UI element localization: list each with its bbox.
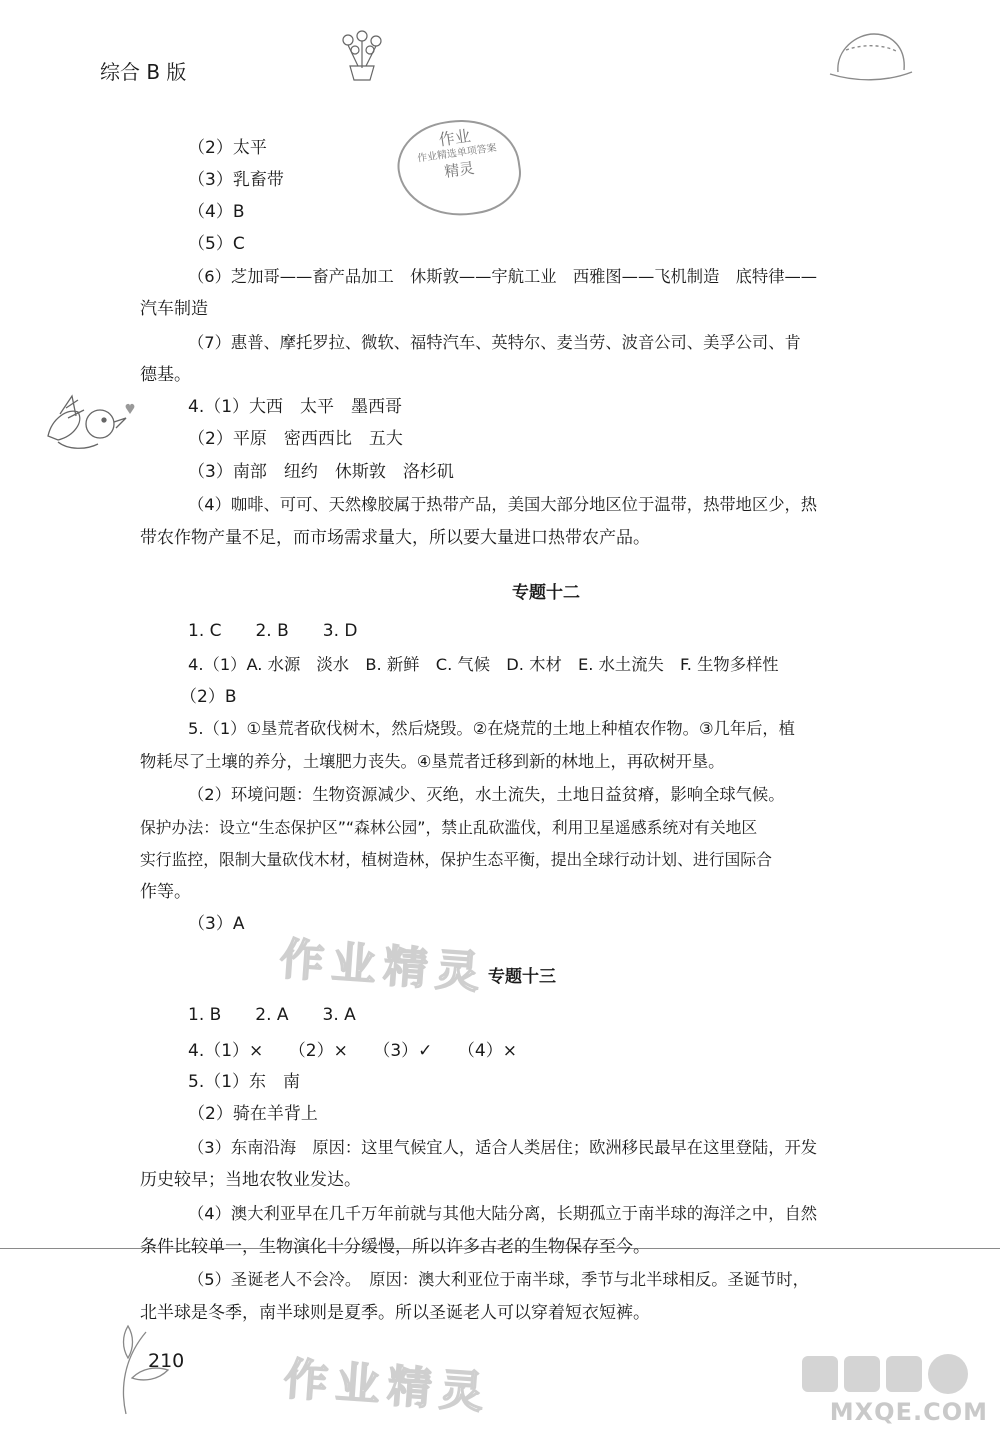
answer-line: 带农作物产量不足，而市场需求量大，所以要大量进口热带农产品。 <box>140 528 650 548</box>
answer-line: （7）惠普、摩托罗拉、微软、福特汽车、英特尔、麦当劳、波音公司、美孚公司、肯 <box>188 333 801 352</box>
hat-illustration <box>826 20 916 90</box>
answer-line: （2）B <box>180 687 237 707</box>
answer-line: 历史较早；当地农牧业发达。 <box>140 1170 361 1190</box>
answer-line: 条件比较单一，生物演化十分缓慢，所以许多古老的生物保存至今。 <box>140 1237 650 1257</box>
answer-line: （4）B <box>188 202 245 222</box>
answer-line: 5.（1）①垦荒者砍伐树木，然后烧毁。②在烧荒的土地上种植农作物。③几年后，植 <box>188 719 795 738</box>
answer-line: 4.（1）A. 水源 淡水 B. 新鲜 C. 气候 D. 木材 E. 水土流失 F. 生物多样性 <box>188 655 779 674</box>
answer-line: 4.（1）× （2）× （3）✓ （4）× <box>188 1041 517 1061</box>
section-title: 专题十三 <box>488 967 556 987</box>
answer-line: （3）乳畜带 <box>188 170 284 190</box>
stamp-line-2: 作业精选单项答案 <box>416 142 498 165</box>
answer-line: （2）环境问题：生物资源减少、灭绝，水土流失，土地日益贫瘠，影响全球气候。 <box>188 785 785 804</box>
answer-line: 1. C 2. B 3. D <box>188 621 358 641</box>
edition-label: 综合 B 版 <box>100 60 187 84</box>
site-logo-text: MXQE.COM <box>829 1398 988 1426</box>
section-title: 专题十二 <box>512 583 580 603</box>
answer-line: 4.（1）大西 太平 墨西哥 <box>188 397 403 417</box>
answer-line: 德基。 <box>140 365 191 385</box>
watermark: 作业精灵 <box>278 933 490 1000</box>
answer-site-logo-icon <box>800 1350 990 1396</box>
answer-line: （2）平原 密西西比 五大 <box>188 429 403 449</box>
answer-line: 作等。 <box>140 882 191 902</box>
answer-line: （2）太平 <box>188 138 267 158</box>
answer-line: （4）澳大利亚早在几千万年前就与其他大陆分离，长期孤立于南半球的海洋之中，自然 <box>188 1204 818 1223</box>
answer-line: （5）圣诞老人不会冷。 原因：澳大利亚位于南半球，季节与北半球相反。圣诞节时， <box>188 1270 809 1289</box>
flower-pot-illustration <box>334 26 390 84</box>
answer-line: （3）南部 纽约 休斯敦 洛杉矶 <box>188 462 454 482</box>
watermark: 作业精灵 <box>282 1353 494 1420</box>
answer-line: 实行监控，限制大量砍伐木材，植树造林，保护生态平衡，提出全球行动计划、进行国际合 <box>140 850 772 869</box>
answer-line: 物耗尽了土壤的养分，土壤肥力丧失。④垦荒者迁移到新的林地上，再砍树开垦。 <box>140 752 725 771</box>
answer-line: 5.（1）东 南 <box>188 1072 301 1092</box>
bird-illustration <box>38 388 138 458</box>
answer-line: （4）咖啡、可可、天然橡胶属于热带产品，美国大部分地区位于温带，热带地区少，热 <box>188 495 818 514</box>
answer-line: （3）东南沿海 原因：这里气候宜人，适合人类居住；欧洲移民最早在这里登陆，开发 <box>188 1138 818 1157</box>
stamp-line-3: 精灵 <box>443 158 476 181</box>
page-number: 210 <box>148 1350 185 1372</box>
answer-line: 北半球是冬季，南半球则是夏季。所以圣诞老人可以穿着短衣短裤。 <box>140 1303 650 1323</box>
answer-line: 保护办法：设立“生态保护区”“森林公园”，禁止乱砍滥伐，利用卫星遥感系统对有关地区 <box>140 818 758 837</box>
answer-line: 1. B 2. A 3. A <box>188 1005 356 1025</box>
stamp-line-1: 作业 <box>437 126 472 150</box>
answer-line: （6）芝加哥——畜产品加工 休斯敦——宇航工业 西雅图——飞机制造 底特律—— <box>188 267 818 286</box>
homework-stamp <box>392 112 526 224</box>
answer-line: 汽车制造 <box>140 299 208 319</box>
answer-line: （5）C <box>188 234 245 254</box>
answer-line: （3）A <box>188 914 245 934</box>
answer-line: （2）骑在羊背上 <box>188 1104 318 1124</box>
